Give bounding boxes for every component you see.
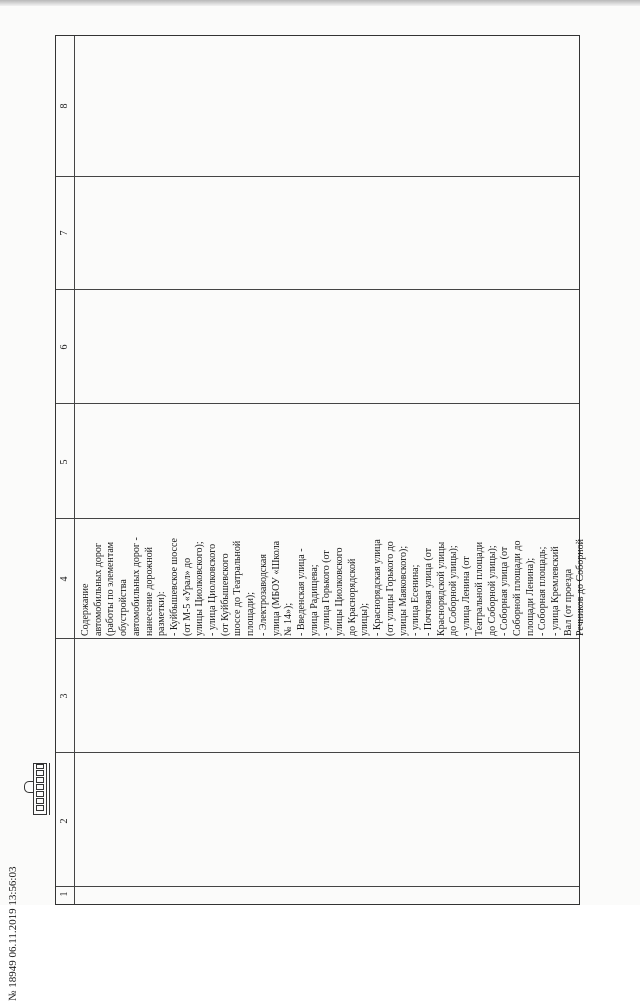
column-divider xyxy=(56,176,579,177)
column-number-8: 8 xyxy=(59,103,70,109)
column-4-line: Театральной площади xyxy=(473,541,485,636)
column-4-line: - улица Есенина; xyxy=(410,564,422,636)
column-4-line: - улица Циолковского xyxy=(207,543,219,636)
column-4-line: обустройства xyxy=(118,579,130,636)
column-4-line: (от улицы Горького до xyxy=(384,541,396,636)
column-4-line: № 14»); xyxy=(283,602,295,636)
column-4-line: Вал (от проезда xyxy=(562,568,574,636)
column-4-line: Речников до Соборной xyxy=(575,539,587,636)
column-divider xyxy=(56,518,579,519)
column-4-line: - Соборная площадь; xyxy=(537,546,549,636)
column-4-line: автомобильных дорог xyxy=(92,542,104,636)
column-4-content xyxy=(80,522,588,636)
column-4-line: - Соборная улица (от xyxy=(499,546,511,636)
header-separator xyxy=(74,36,75,904)
column-4-line: - Краснорядская улица xyxy=(372,539,384,636)
column-4-line: - Введенская улица - xyxy=(295,548,307,636)
column-4-line: улица (МБОУ «Школа xyxy=(270,540,282,636)
column-4-line: улицы); xyxy=(359,602,371,636)
column-4-line: Краснорядской улицы xyxy=(435,541,447,636)
column-4-line: улицы Циолковского xyxy=(334,547,346,636)
column-4-line: до Краснорядской xyxy=(346,558,358,636)
column-divider xyxy=(56,752,579,753)
column-4-line: до Соборной улицы); xyxy=(486,545,498,636)
column-4-line: улица Радищева; xyxy=(308,564,320,636)
column-4-line: автомобильных дорог - xyxy=(130,537,142,636)
column-number-3: 3 xyxy=(59,693,70,699)
column-4-line: Содержание xyxy=(80,583,91,636)
column-4-line: - Электрозаводская xyxy=(257,554,269,636)
column-4-line: - улица Ленина (от xyxy=(461,556,473,636)
column-4-line: площади Ленина); xyxy=(524,557,536,636)
column-4-line: - Куйбышевское шоссе xyxy=(168,538,180,636)
column-number-1: 1 xyxy=(59,891,70,897)
column-4-line: Соборной площади до xyxy=(511,540,523,636)
column-number-7: 7 xyxy=(59,230,70,236)
column-4-line: разметки): xyxy=(156,591,168,636)
column-number-6: 6 xyxy=(59,344,70,350)
column-4-line: (от Куйбышевского xyxy=(219,553,231,636)
column-4-line: нанесение дорожной xyxy=(143,547,155,636)
column-4-line: улицы Маяковского); xyxy=(397,545,409,636)
column-number-4: 4 xyxy=(59,576,70,582)
registration-note: № 18949 06.11.2019 13:56:03 xyxy=(7,866,19,1001)
column-4-line: до Соборной улицы); xyxy=(448,545,460,636)
column-4-line: (работы по элементам xyxy=(105,541,117,636)
column-4-line: - улица Горького (от xyxy=(321,550,333,636)
column-divider xyxy=(56,638,579,639)
column-4-line: (от М-5 «Урал» до xyxy=(181,557,193,636)
column-4-line: - Почтовая улица (от xyxy=(422,548,434,636)
column-4-line: площади); xyxy=(245,591,257,636)
column-number-5: 5 xyxy=(59,459,70,465)
rotated-table-frame xyxy=(7,35,587,1001)
column-4-line: улицы Циолковского); xyxy=(194,541,206,636)
scan-edge xyxy=(0,0,640,6)
data-table xyxy=(55,35,587,905)
column-4-line: - улица Кремлевский xyxy=(550,546,562,636)
column-divider xyxy=(56,289,579,290)
column-number-2: 2 xyxy=(59,818,70,824)
column-divider xyxy=(56,403,579,404)
column-4-line: шоссе до Театральной xyxy=(232,540,244,636)
column-divider xyxy=(56,886,579,887)
